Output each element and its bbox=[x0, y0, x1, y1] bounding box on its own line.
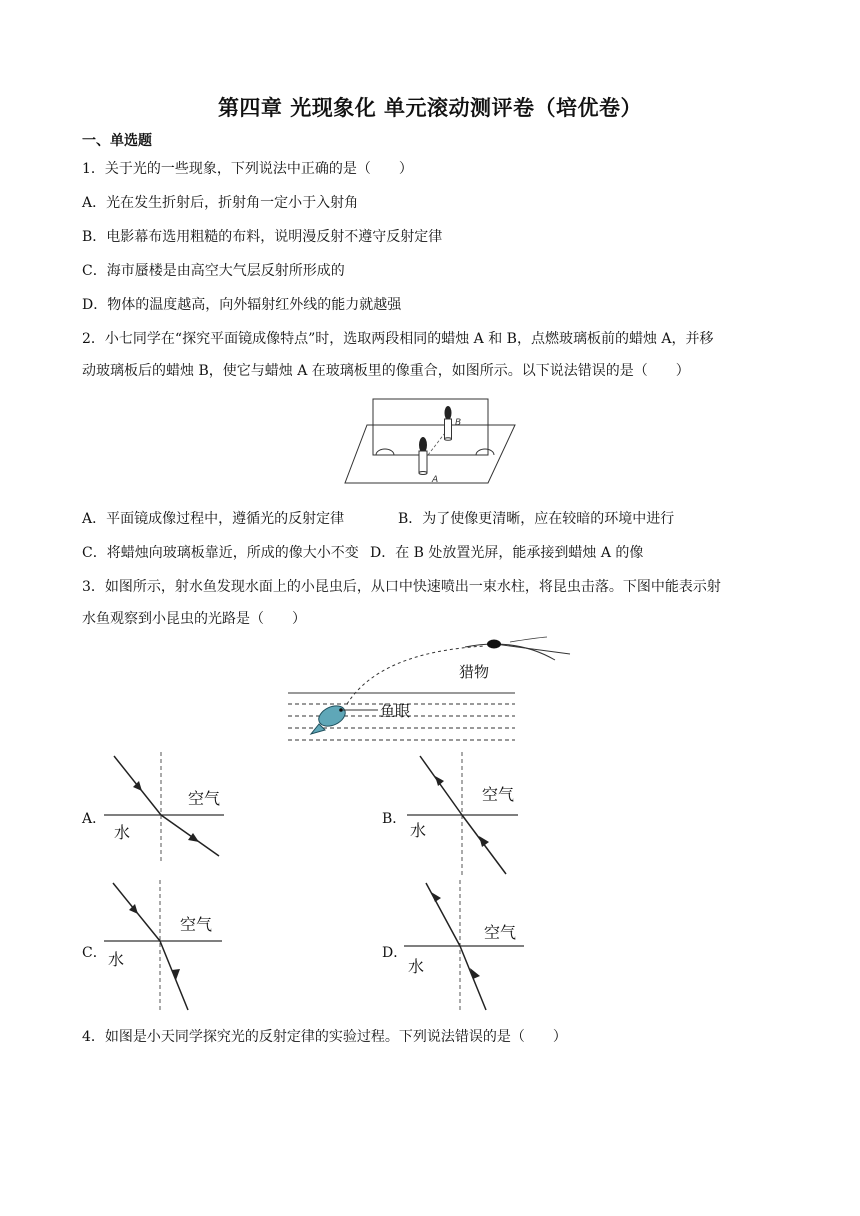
q3-option-c-label: C． bbox=[82, 945, 107, 961]
q2-mirror-figure bbox=[340, 395, 520, 487]
q2-option-d: D．在 B 处放置光屏，能承接到蜡烛 A 的像 bbox=[370, 545, 644, 561]
q1-stem: 1．关于光的一些现象，下列说法中正确的是（ ） bbox=[82, 161, 413, 177]
q2-stem-line2: 动玻璃板后的蜡烛 B，使它与蜡烛 A 在玻璃板里的像重合，如图所示。以下说法错误的是（ ） bbox=[82, 363, 690, 379]
q3-stem-line1: 3．如图所示，射水鱼发现水面上的小昆虫后，从口中快速喷出一束水柱，将昆虫击落。下图中能表示射 bbox=[82, 579, 721, 595]
eye-label: 鱼眼 bbox=[380, 702, 411, 720]
table-plane bbox=[345, 425, 515, 483]
candle-b bbox=[445, 406, 452, 440]
q3-option-d-diagram bbox=[404, 880, 534, 1012]
q3-option-b-diagram bbox=[404, 752, 534, 876]
q3-option-d-label: D． bbox=[382, 945, 408, 961]
candle-a bbox=[419, 437, 427, 475]
q1-option-a: A．光在发生折射后，折射角一定小于入射角 bbox=[82, 195, 359, 211]
support-left bbox=[376, 449, 394, 455]
label-a: A bbox=[432, 475, 439, 485]
q2-option-b: B．为了使像更清晰，应在较暗的环境中进行 bbox=[398, 511, 675, 527]
q1-option-d: D．物体的温度越高，向外辐射红外线的能力就越强 bbox=[82, 297, 402, 313]
prey-label: 猎物 bbox=[459, 663, 490, 681]
q2-stem-line1: 2．小七同学在“探究平面镜成像特点”时，选取两段相同的蜡烛 A 和 B，点燃玻璃板前的蜡烛 A，并移 bbox=[82, 331, 714, 347]
water-label: 水 bbox=[114, 823, 131, 842]
water-label: 水 bbox=[410, 821, 427, 840]
q3-option-b-label: B． bbox=[382, 811, 407, 827]
water-label: 水 bbox=[108, 950, 125, 969]
air-label: 空气 bbox=[188, 789, 221, 808]
q4-stem: 4．如图是小天同学探究光的反射定律的实验过程。下列说法错误的是（ ） bbox=[82, 1029, 567, 1045]
q2-option-a: A．平面镜成像过程中，遵循光的反射定律 bbox=[82, 511, 345, 527]
q3-option-c-diagram bbox=[104, 880, 234, 1012]
prey-insect bbox=[487, 640, 501, 649]
air-label: 空气 bbox=[482, 785, 515, 804]
page-title: 第四章 光现象化 单元滚动测评卷（培优卷） bbox=[217, 96, 643, 120]
q3-archerfish-figure bbox=[285, 632, 585, 744]
air-label: 空气 bbox=[180, 915, 213, 934]
water-label: 水 bbox=[408, 957, 425, 976]
support-right bbox=[476, 449, 494, 455]
q3-option-a-diagram bbox=[104, 752, 234, 864]
q2-option-c: C．将蜡烛向玻璃板靠近，所成的像大小不变 bbox=[82, 545, 359, 561]
section-heading: 一、单选题 bbox=[82, 133, 152, 149]
glass-plate bbox=[373, 399, 488, 455]
air-label: 空气 bbox=[484, 923, 517, 942]
archer-fish bbox=[311, 702, 348, 734]
label-b: B bbox=[455, 418, 462, 428]
q3-stem-line2: 水鱼观察到小昆虫的光路是（ ） bbox=[82, 611, 306, 627]
q3-option-a-label: A． bbox=[82, 811, 107, 827]
q1-option-b: B．电影幕布选用粗糙的布料，说明漫反射不遵守反射定律 bbox=[82, 229, 443, 245]
q1-option-c: C．海市蜃楼是由高空大气层反射所形成的 bbox=[82, 263, 345, 279]
